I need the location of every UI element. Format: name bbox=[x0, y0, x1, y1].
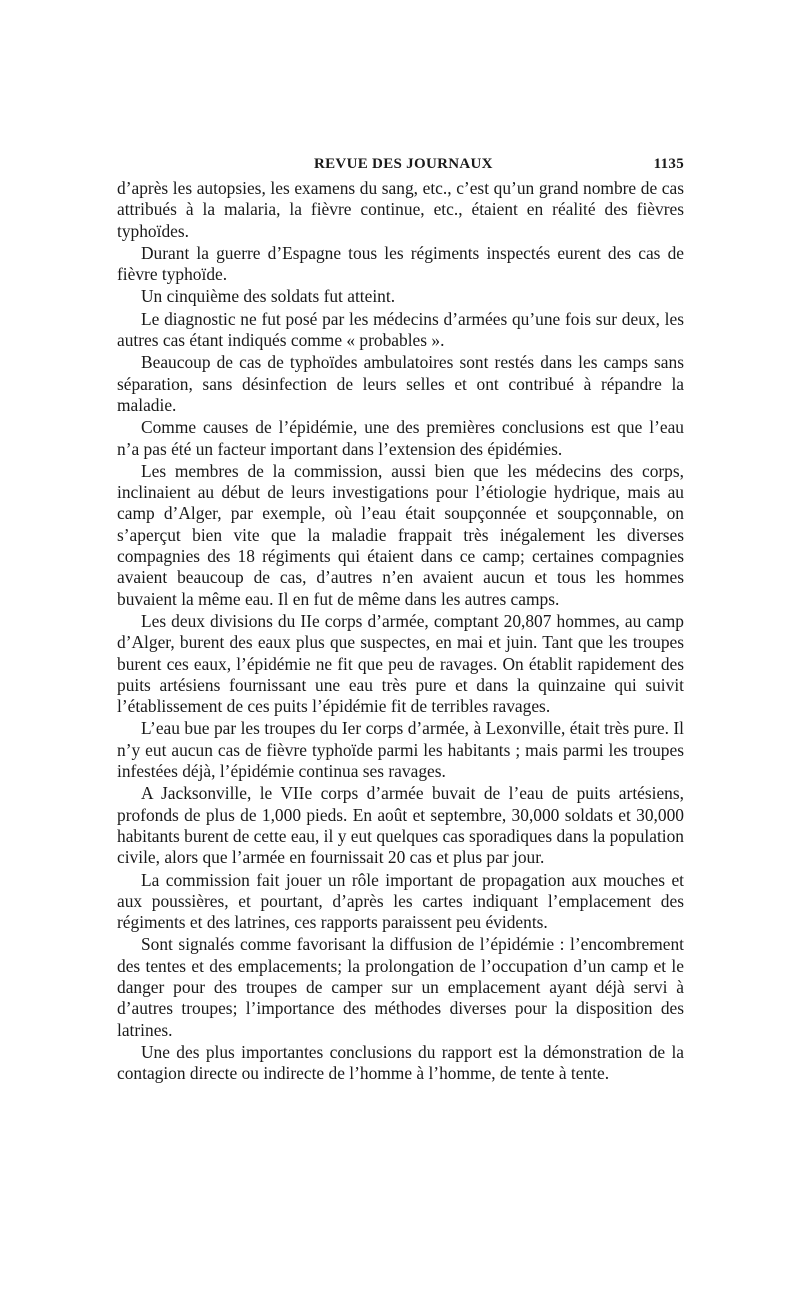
paragraph: d’après les autopsies, les examens du sang, etc., c’est qu’un grand nombre de cas attribués à la malaria, la fièvre continue, etc., étaient en réalité des fièvres typhoïdes. bbox=[117, 178, 684, 241]
paragraph: Sont signalés comme favorisant la diffusion de l’épidémie : l’encombrement des tentes et des emplacements; la prolongation de l’occupation d’un camp et le danger pour des troupes de camper sur un emplacement ayant déjà servi à d’autres troupes; l’importance des méthodes diverses pour la disposition des latrines. bbox=[117, 934, 684, 1040]
paragraph: A Jacksonville, le VIIe corps d’armée buvait de l’eau de puits artésiens, profonds de plus de 1,000 pieds. En août et septembre, 30,000 soldats et 30,000 habitants burent de cette eau, il y eut quelques cas sporadiques dans la population civile, alors que l’armée en fournissait 20 cas et plus par jour. bbox=[117, 783, 684, 868]
paragraph: Une des plus importantes conclusions du rapport est la démonstration de la contagion directe ou indirecte de l’homme à l’homme, de tente à tente. bbox=[117, 1041, 684, 1084]
paragraph: Durant la guerre d’Espagne tous les régiments inspectés eurent des cas de fièvre typhoïde. bbox=[117, 242, 684, 285]
page-number: 1135 bbox=[653, 156, 684, 172]
paragraph: Comme causes de l’épidémie, une des premières conclusions est que l’eau n’a pas été un facteur important dans l’extension des épidémies. bbox=[117, 417, 684, 459]
article-body bbox=[117, 178, 684, 1084]
paragraph: Le diagnostic ne fut posé par les médecins d’armées qu’une fois sur deux, les autres cas étant indiqués comme « probables ». bbox=[117, 308, 684, 351]
paragraph: L’eau bue par les troupes du Ier corps d’armée, à Lexonville, était très pure. Il n’y eut aucun cas de fièvre typhoïde parmi les habitants ; mais parmi les troupes infestées déjà, l’épidémie continua ses ravages. bbox=[117, 718, 684, 782]
journal-section-title: REVUE DES JOURNAUX bbox=[314, 156, 493, 172]
paragraph: Beaucoup de cas de typhoïdes ambulatoires sont restés dans les camps sans séparation, sans désinfection de leurs selles et ont contribué à répandre la maladie. bbox=[117, 352, 684, 415]
document-page bbox=[117, 152, 684, 1085]
running-header bbox=[117, 152, 684, 178]
paragraph: Un cinquième des soldats fut atteint. bbox=[141, 286, 396, 307]
paragraph: Les membres de la commission, aussi bien que les médecins des corps, inclinaient au début de leurs investigations pour l’étiologie hydrique, mais au camp d’Alger, par exemple, où l’eau était soupçonnée et soupçonnable, on s’aperçut bien vite que la maladie frappait très inégalement les diverses compagnies des 18 régiments qui étaient dans ce camp; certaines compagnies avaient beaucoup de cas, d’autres n’en avaient aucun et tous les hommes buvaient la même eau. Il en fut de même dans les autres camps. bbox=[117, 460, 684, 609]
paragraph: Les deux divisions du IIe corps d’armée, comptant 20,807 hommes, au camp d’Alger, burent des eaux plus que suspectes, en mai et juin. Tant que les troupes burent ces eaux, l’épidémie ne fit que peu de ravages. On établit rapidement des puits artésiens fournissant une eau très pure et dans la quinzaine qui suivit l’établissement de ces puits l’épidémie fit de terribles ravages. bbox=[117, 610, 684, 717]
paragraph: La commission fait jouer un rôle important de propagation aux mouches et aux poussières, et pourtant, d’après les cartes indiquant l’emplacement des régiments et des latrines, ces rapports paraissent peu évidents. bbox=[117, 869, 684, 933]
